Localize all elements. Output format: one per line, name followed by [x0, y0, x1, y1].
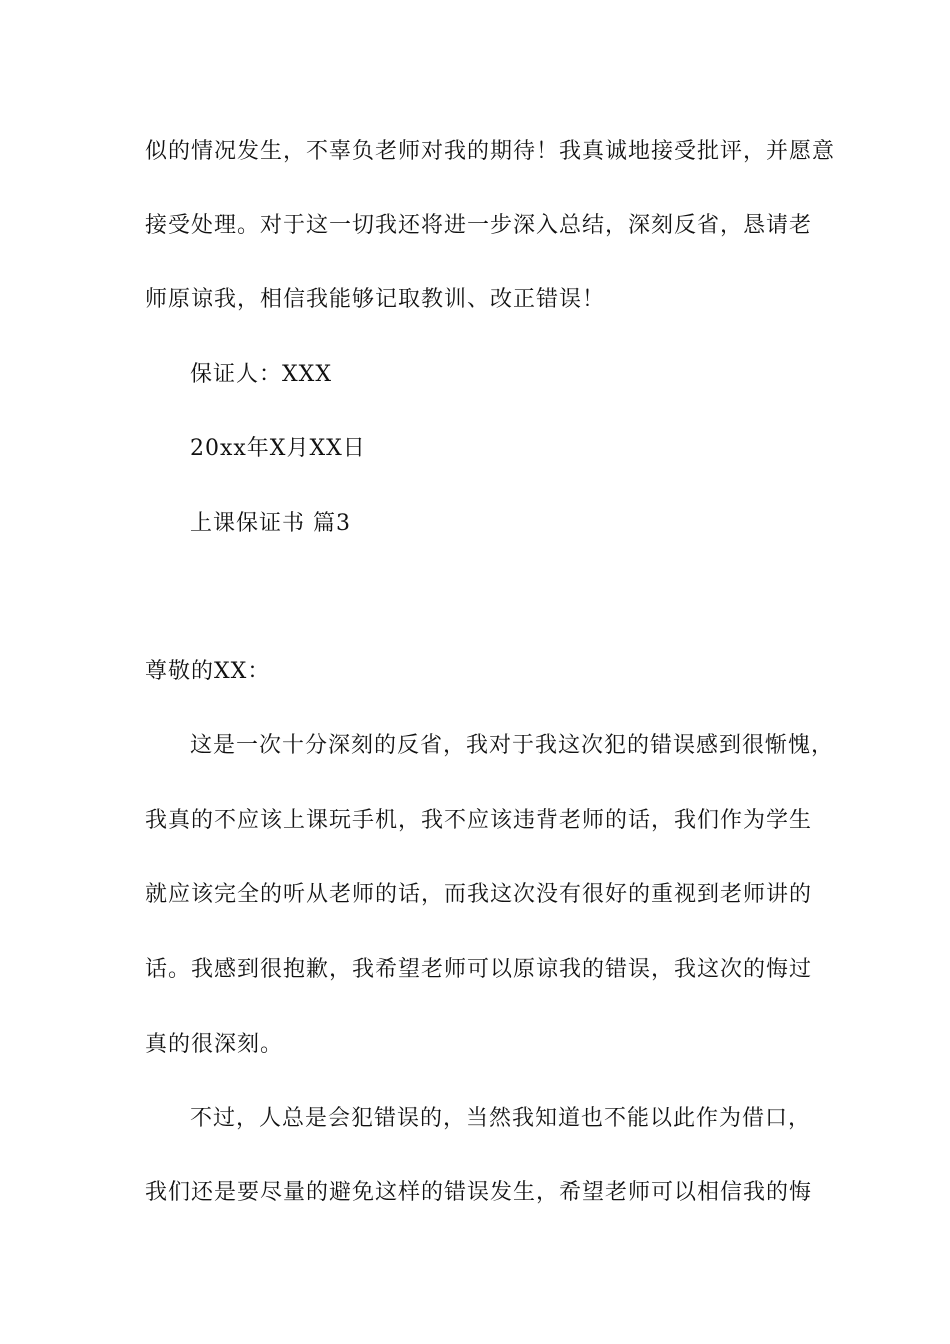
body-text-line: 我真的不应该上课玩手机，我不应该违背老师的话，我们作为学生 [145, 808, 813, 833]
body-text-line: 不过，人总是会犯错误的，当然我知道也不能以此作为借口， [190, 1106, 812, 1131]
signatory-line: 保证人：XXX [190, 362, 332, 387]
body-text-line: 话。我感到很抱歉，我希望老师可以原谅我的错误，我这次的悔过 [145, 957, 813, 982]
body-text-line: 真的很深刻。 [145, 1032, 284, 1057]
date-line: 20xx年X月XX日 [190, 436, 366, 461]
salutation: 尊敬的XX： [145, 659, 271, 684]
section-heading: 上课保证书 篇3 [190, 511, 351, 536]
body-text-line: 这是一次十分深刻的反省，我对于我这次犯的错误感到很惭愧， [190, 733, 835, 758]
body-text-line: 师原谅我，相信我能够记取教训、改正错误！ [145, 287, 606, 312]
body-text-line: 似的情况发生，不辜负老师对我的期待！我真诚地接受批评，并愿意 [145, 139, 836, 164]
body-text-line: 接受处理。对于这一切我还将进一步深入总结，深刻反省，恳请老 [145, 213, 813, 238]
body-text-line: 我们还是要尽量的避免这样的错误发生，希望老师可以相信我的悔 [145, 1180, 813, 1205]
body-text-line: 就应该完全的听从老师的话，而我这次没有很好的重视到老师讲的 [145, 882, 813, 907]
